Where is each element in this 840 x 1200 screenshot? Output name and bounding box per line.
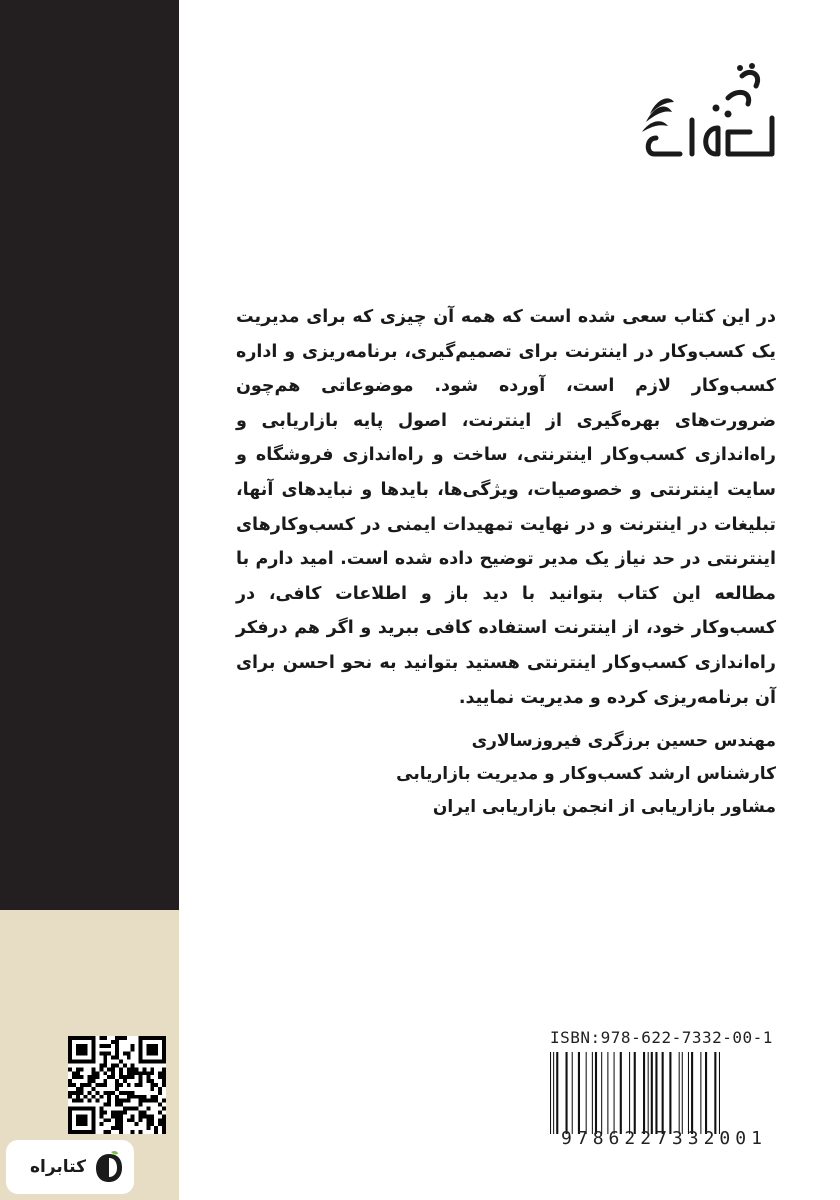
isbn-barcode — [548, 1052, 780, 1134]
publisher-logo-icon — [632, 58, 782, 170]
author-affiliation: مشاور بازاریابی از انجمن بازاریابی ایران — [432, 797, 776, 817]
ketabrah-logo-icon — [94, 1150, 124, 1184]
author-title: کارشناس ارشد کسب‌وکار و مدیریت بازاریابی — [396, 764, 776, 784]
author-block — [396, 725, 776, 824]
author-name: مهندس حسین برزگری فیروزسالاری — [471, 731, 776, 751]
spine-dark-panel — [0, 0, 179, 910]
qr-code-icon[interactable] — [68, 1036, 166, 1134]
book-description: در این کتاب سعی شده است که همه آن چیزی که برای مدیریت یک کسب‌وکار در اینترنت برای تصمیم‌گیری، برنامه‌ریزی و اداره کسب‌وکار لازم است، آورده شود. موضوعاتی هم‌چون ضرورت‌های بهره‌گیری از اینترنت، اصول پایه بازاریابی و راه‌اندازی کسب‌وکار اینترنتی، ساخت و راه‌اندازی فروشگاه و سایت اینترنتی و خصوصیات، ویژگی‌ها، بایدها و نبایدهای آنها، تبلیغات در اینترنت و در نهایت تمهیدات ایمنی در کسب‌وکارهای اینترنتی در حد نیاز یک مدیر توضیح داده شده است. امید دارم با مطالعه این کتاب بتوانید با دید باز و اطلاعات کافی، در کسب‌وکار خود، از اینترنت استفاده کافی ببرید و اگر هم درفکر راه‌اندازی کسب‌وکار اینترنتی هستید بتوانید به نحو احسن برای آن برنامه‌ریزی کرده و مدیریت نمایید. — [236, 307, 776, 708]
isbn-digits: 9786227332001 — [561, 1128, 767, 1149]
isbn-label: ISBN:978-622-7332-00-1 — [550, 1028, 773, 1047]
badge-label: کتابراه — [29, 1157, 86, 1177]
ketabrah-badge[interactable] — [6, 1140, 134, 1194]
